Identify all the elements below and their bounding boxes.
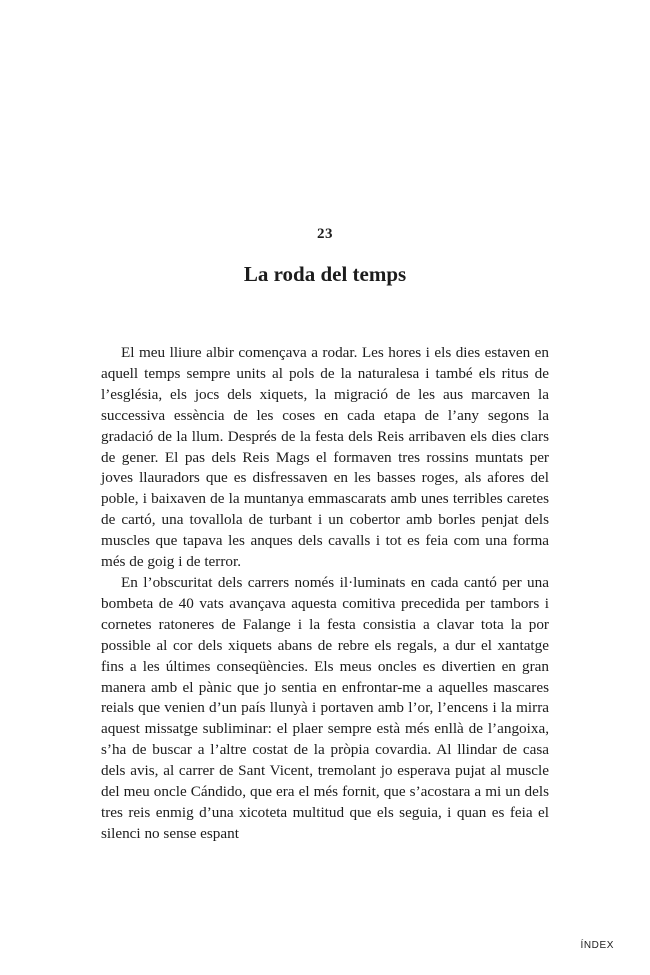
index-link[interactable]: ÍNDEX: [580, 940, 614, 951]
paragraph-1: El meu lliure albir començava a rodar. Les hores i els dies estaven en aquell temps sempre units al pols de la naturalesa i també els ritus de l’església, els jocs dels xiquets, la migració de les aus marcaven la successiva essència de les coses en cada etapa de l’any segons la gradació de la llum. Després de la festa dels Reis arribaven els dies clars de gener. El pas dels Reis Mags el formaven tres rossins muntats per joves llauradors que es disfressaven en les basses roges, als afores del poble, i baixaven de la muntanya emmascarats amb unes terribles caretes de cartó, una tovallola de turbant i un cobertor amb borles penjat dels muscles que tapava les anques dels cavalls i tot es feia com una forma més de goig i de terror.: [101, 344, 549, 571]
chapter-title: La roda del temps: [243, 262, 407, 286]
paragraph-2: En l’obscuritat dels carrers només il·luminats en cada cantó per una bombeta de 40 vats avançava aquesta comitiva precedida per tambors i cornetes ratoneres de Falange i la festa consistia a clavar tota la por possible al cor dels xiquets abans de rebre els regals, a dur el xantatge fins a les últimes conseqüències. Els meus oncles es divertien en gran manera amb el pànic que jo sentia en enfrontar-me a aquelles mascares reials que venien d’un país llunyà i portaven amb l’or, l’encens i la mirra aquest missatge subliminar: el plaer sempre està més enllà de l’angoixa, s’ha de buscar a l’altre costat de la pròpia covardia. Al llindar de casa dels avis, al carrer de Sant Vicent, tremolant jo esperava pujat al muscle del meu oncle Cándido, que era el més fornit, que s’acostara a mi un dels tres reis enmig d’una xicoteta multitud que els seguia, i quan es feia el silenci no sense espant: [101, 573, 549, 842]
chapter-number: 23: [317, 226, 333, 242]
chapter-body: [101, 343, 549, 845]
